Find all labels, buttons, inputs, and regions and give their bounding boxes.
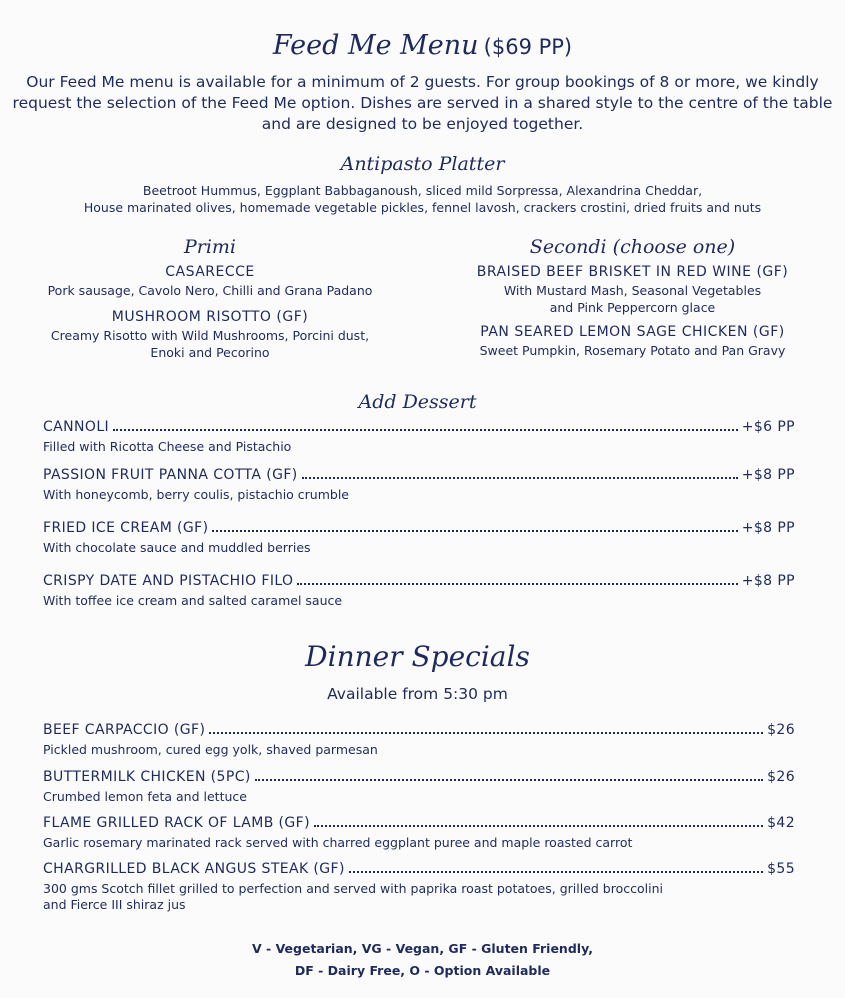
dot-leader — [314, 825, 763, 827]
specials-item — [43, 769, 795, 805]
specials-subheading: Available from 5:30 pm — [327, 685, 508, 703]
primi-item-desc-line: Enoki and Pecorino — [150, 345, 270, 360]
specials-item — [43, 722, 795, 758]
primi-item-desc-line: Creamy Risotto with Wild Mushrooms, Porcini dust, — [50, 328, 370, 343]
primi-heading: Primi — [183, 236, 237, 258]
dessert-item-desc: Filled with Ricotta Cheese and Pistachio — [43, 439, 292, 454]
specials-item-price: $55 — [767, 861, 795, 877]
feed-me-intro: Our Feed Me menu is available for a minimum of 2 guests. For group bookings of 8 or more, we kindly request the selection of the Feed Me option. Dishes are served in a shared style to the centre of the table and are designed to be enjoyed together. — [12, 73, 833, 133]
specials-item-price: $26 — [767, 722, 795, 738]
feed-me-heading: Feed Me Menu — [272, 30, 479, 61]
legend-line-2: DF - Dairy Free, O - Option Available — [294, 963, 551, 978]
dot-leader — [349, 871, 763, 873]
dot-leader — [209, 732, 763, 734]
antipasto-description — [0, 182, 845, 216]
specials-item-desc-line: 300 gms Scotch fillet grilled to perfection and served with paprika roast potatoes, grilled broccolini — [43, 881, 663, 896]
dessert-item-desc: With toffee ice cream and salted caramel sauce — [43, 593, 343, 608]
primi-section — [20, 236, 400, 361]
secondi-heading: Secondi (choose one) — [529, 236, 736, 258]
feed-me-title — [0, 30, 845, 61]
dot-leader — [302, 477, 738, 479]
dessert-item-name: PASSION FRUIT PANNA COTTA (GF) — [43, 467, 298, 483]
specials-item-desc: Garlic rosemary marinated rack served with charred eggplant puree and maple roasted carrot — [43, 835, 633, 850]
legend-line-1: V - Vegetarian, VG - Vegan, GF - Gluten Friendly, — [252, 941, 593, 956]
dietary-legend — [0, 938, 845, 982]
secondi-item-desc-line: With Mustard Mash, Seasonal Vegetables — [503, 283, 762, 298]
dessert-item-name: CANNOLI — [43, 419, 110, 435]
antipasto-line-2: House marinated olives, homemade vegetable pickles, fennel lavosh, crackers crostini, dried fruits and nuts — [83, 200, 762, 215]
specials-item-name: CHARGRILLED BLACK ANGUS STEAK (GF) — [43, 861, 345, 877]
dessert-item-desc: With chocolate sauce and muddled berries — [43, 540, 311, 555]
specials-item-name: BEEF CARPACCIO (GF) — [43, 722, 206, 738]
dessert-item-price: +$8 PP — [741, 520, 795, 536]
feed-me-price: ($69 PP) — [483, 35, 573, 59]
antipasto-line-1: Beetroot Hummus, Eggplant Babbaganoush, sliced mild Sorpressa, Alexandrina Cheddar, — [142, 183, 703, 198]
specials-item-desc: Pickled mushroom, cured egg yolk, shaved parmesan — [43, 742, 378, 757]
dessert-item — [43, 520, 795, 556]
specials-item-desc: Crumbed lemon feta and lettuce — [43, 789, 247, 804]
dot-leader — [113, 429, 738, 431]
specials-item — [43, 861, 795, 913]
primi-item-desc — [20, 327, 400, 361]
primi-item-desc: Pork sausage, Cavolo Nero, Chilli and Grana Padano — [47, 283, 373, 298]
dot-leader — [212, 530, 737, 532]
secondi-item-desc-line: and Pink Peppercorn glace — [549, 300, 716, 315]
dessert-item — [43, 419, 795, 455]
primi-item-name: CASARECCE — [165, 264, 255, 280]
specials-item-name: BUTTERMILK CHICKEN (5PC) — [43, 769, 251, 785]
dessert-heading: Add Dessert — [358, 391, 477, 413]
specials-item-price: $42 — [767, 815, 795, 831]
specials-item-name: FLAME GRILLED RACK OF LAMB (GF) — [43, 815, 310, 831]
dessert-item — [43, 573, 795, 609]
dessert-item-desc: With honeycomb, berry coulis, pistachio crumble — [43, 487, 349, 502]
secondi-item-desc: Sweet Pumpkin, Rosemary Potato and Pan Gravy — [479, 343, 786, 358]
specials-item — [43, 815, 795, 851]
dessert-item-price: +$8 PP — [741, 467, 795, 483]
secondi-item-name: PAN SEARED LEMON SAGE CHICKEN (GF) — [480, 324, 785, 340]
dessert-item — [43, 467, 795, 503]
dot-leader — [255, 779, 763, 781]
specials-item-desc-line: and Fierce III shiraz jus — [43, 897, 186, 912]
antipasto-heading: Antipasto Platter — [340, 153, 505, 175]
dessert-item-price: +$6 PP — [741, 419, 795, 435]
specials-heading: Dinner Specials — [305, 640, 530, 673]
secondi-item-name: BRAISED BEEF BRISKET IN RED WINE (GF) — [476, 264, 789, 280]
primi-item-name: MUSHROOM RISOTTO (GF) — [111, 309, 309, 325]
dot-leader — [297, 583, 737, 585]
dessert-item-price: +$8 PP — [741, 573, 795, 589]
specials-item-price: $26 — [767, 769, 795, 785]
dessert-item-name: FRIED ICE CREAM (GF) — [43, 520, 209, 536]
specials-item-desc — [43, 881, 795, 913]
secondi-section — [430, 236, 835, 359]
secondi-item-desc — [430, 282, 835, 316]
dessert-item-name: CRISPY DATE AND PISTACHIO FILO — [43, 573, 294, 589]
